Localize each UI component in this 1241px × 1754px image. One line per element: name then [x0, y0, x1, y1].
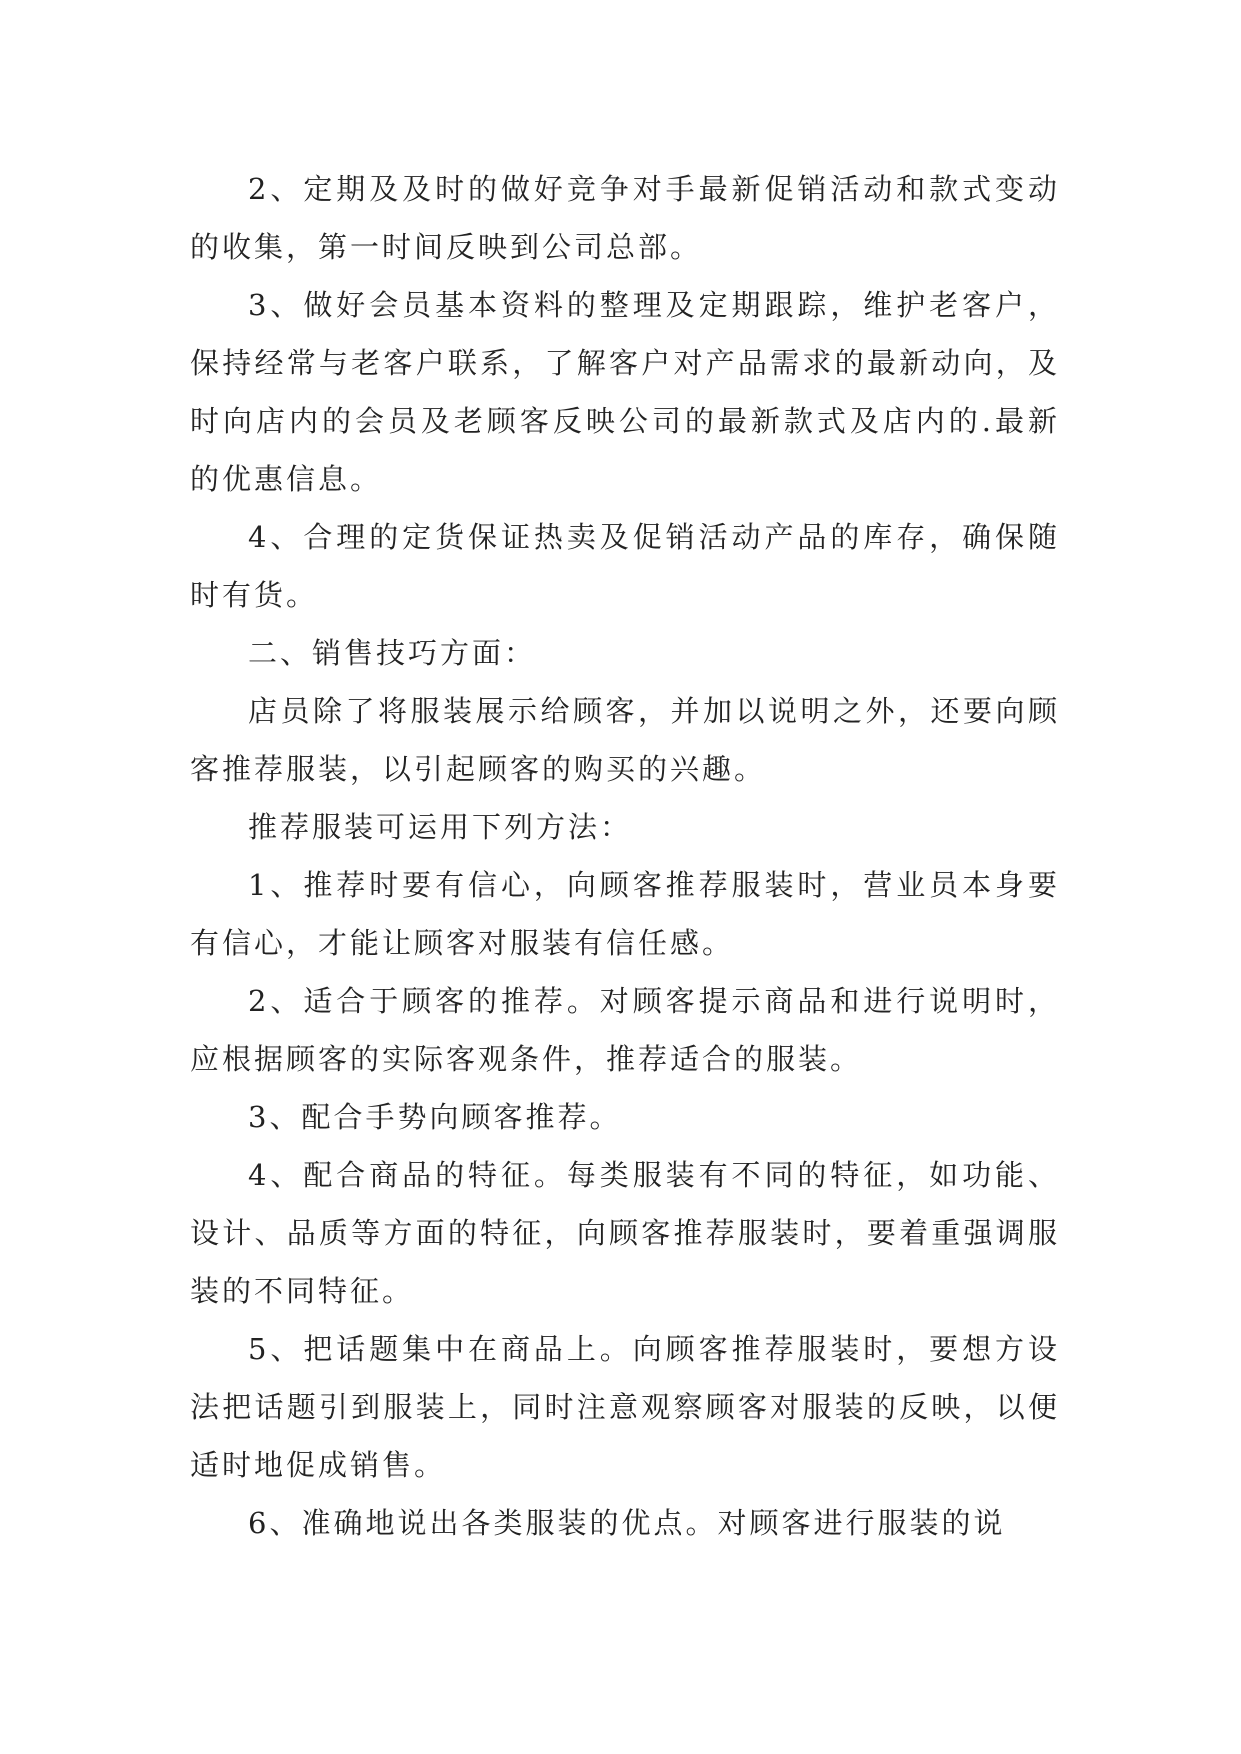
paragraph: 2、定期及及时的做好竞争对手最新促销活动和款式变动的收集，第一时间反映到公司总部。	[190, 172, 1060, 264]
paragraph: 6、准确地说出各类服装的优点。对顾客进行服装的说	[248, 1506, 1006, 1540]
paragraph: 4、合理的定货保证热卖及促销活动产品的库存，确保随时有货。	[190, 520, 1060, 612]
paragraph: 4、配合商品的特征。每类服装有不同的特征，如功能、设计、品质等方面的特征，向顾客推荐服装时，要着重强调服装的不同特征。	[190, 1158, 1060, 1308]
paragraph: 3、配合手势向顾客推荐。	[248, 1100, 622, 1134]
paragraph: 2、适合于顾客的推荐。对顾客提示商品和进行说明时，应根据顾客的实际客观条件，推荐适合的服装。	[190, 984, 1060, 1076]
document-body	[190, 160, 1060, 1552]
paragraph: 5、把话题集中在商品上。向顾客推荐服装时，要想方设法把话题引到服装上，同时注意观察顾客对服装的反映，以便适时地促成销售。	[190, 1332, 1060, 1482]
paragraph: 1、推荐时要有信心，向顾客推荐服装时，营业员本身要有信心，才能让顾客对服装有信任感。	[190, 868, 1060, 960]
section-heading: 二、销售技巧方面：	[248, 636, 537, 670]
paragraph: 3、做好会员基本资料的整理及定期跟踪，维护老客户，保持经常与老客户联系，了解客户对产品需求的最新动向，及时向店内的会员及老顾客反映公司的最新款式及店内的.最新的优惠信息。	[190, 288, 1060, 496]
paragraph: 推荐服装可运用下列方法：	[248, 810, 633, 844]
paragraph: 店员除了将服装展示给顾客，并加以说明之外，还要向顾客推荐服装，以引起顾客的购买的兴趣。	[190, 694, 1060, 786]
